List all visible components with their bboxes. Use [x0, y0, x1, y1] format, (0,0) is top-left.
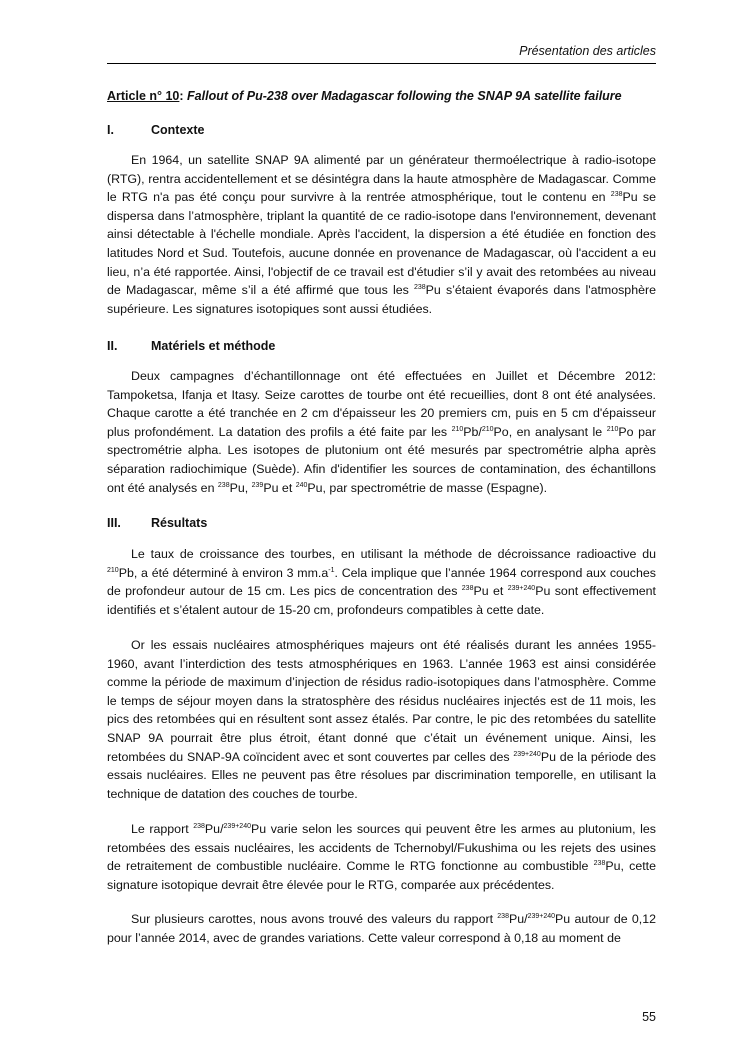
running-header: Présentation des articles [519, 44, 656, 58]
paragraph-contexte: En 1964, un satellite SNAP 9A alimenté par un générateur thermoélectrique à radio-isotope (RTG), rentra accidentellement et se désintégra dans la haute atmosphère de Madagascar. Comme le RTG n'a pas été conçu pour survivre à la rentrée atmosphérique, tout le contenu en $^{238}$Pu se dispersa dans l’atmosphère, triplant la quantité de ce radio-isotope dans l'environnement, devenant ainsi détectable à l'échelle mondiale. Après l'accident, la dispersion a été étudiée en fonction des latitudes Nord et Sud. Toutefois, aucune donnée en provenance de Madagascar, où l'accident a eu lieu, n’a été rapportée. Ainsi, l'objectif de ce travail est d'étudier s’il y avait des retombées au niveau de Madagascar, même s’il a été affirmé que tous les $^{238}$Pu s’étaient évaporés dans l'atmosphère supérieure. Les signatures isotopiques sont aussi étudiées. [107, 153, 656, 316]
paragraph-resultats-1: Le taux de croissance des tourbes, en utilisant la méthode de décroissance radioactive du $^{210}$Pb, a été déterminé à environ 3 $mm.a^{-1}$. Cela implique que l’année 1964 correspond aux couches de profondeur autour de 15 cm. Les pics de concentration des $^{238}$Pu et $^{239+240}$Pu sont effectivement identifiés et s’étalent autour de 15-20 cm, profondeurs compatibles à cette date. [107, 547, 656, 617]
section-title: Contexte [151, 123, 205, 137]
section-number: II. [107, 339, 118, 353]
paragraph-resultats-3: Le rapport $^{238}$Pu/$^{239+240}$Pu varie selon les sources qui peuvent être les armes au plutonium, les retombées des essais nucléaires, les accidents de Tchernobyl/Fukushima ou les rejets des usines de retraitement de combustible nucléaire. Comme le RTG fonctionne au combustible $^{238}$Pu, cette signature isotopique devrait être élevée pour le RTG, comparée aux précédentes. [107, 822, 656, 892]
section-heading-resultats [107, 516, 207, 530]
section-title: Résultats [151, 516, 208, 530]
section-title: Matériels et méthode [151, 339, 276, 353]
section-number: III. [107, 516, 121, 530]
article-label: Article n° 10 [107, 89, 180, 103]
header-rule [107, 63, 656, 64]
page-number: 55 [642, 1010, 656, 1024]
section-heading-materiels [107, 339, 275, 353]
article-title: Fallout of Pu-238 over Madagascar following the SNAP 9A satellite failure [187, 89, 622, 103]
section-heading-contexte [107, 123, 204, 137]
article-separator: : [179, 89, 188, 103]
article-heading [107, 89, 622, 103]
paragraph-materiels: Deux campagnes d’échantillonnage ont été effectuées en Juillet et Décembre 2012: Tampoketsa, Ifanja et Itasy. Seize carottes de tourbe ont été recueillies, dont 8 ont été analysées. Chaque carotte a été tranchée en 2 cm d'épaisseur les 20 premiers cm, puis en 5 cm d'épaisseur plus profondément. La datation des profils a été faite par les $^{210}$Pb/$^{210}$Po, en analysant le $^{210}$Po par spectrométrie alpha. Les isotopes de plutonium ont été mesurés par spectrométrie alpha après séparation radiochimique (Suède). Afin d'identifier les sources de contamination, des échantillons ont été analysés en $^{238}$Pu, $^{239}$Pu et $^{240}$Pu, par spectrométrie de masse (Espagne). [107, 369, 656, 495]
section-number: I. [107, 123, 114, 137]
paragraph-resultats-2: Or les essais nucléaires atmosphériques majeurs ont été réalisés durant les années 1955-1960, avant l’interdiction des tests atmosphériques en 1963. L’année 1963 est ainsi considérée comme la période de maximum d’injection de résidus radio-isotopiques dans l’atmosphère. Comme le temps de séjour moyen dans la stratosphère des résidus nucléaires injectés est de 11 mois, les pics des retombées qui en résultent sont assez étalés. Par contre, le pic des retombées du satellite SNAP 9A pourrait être plus étroit, étant donné que c’était un événement unique. Ainsi, les retombées du SNAP-9A coïncident avec et sont couvertes par celles des $^{239+240}$Pu de la période des essais nucléaires. Elles ne peuvent pas être résolues par discrimination temporelle, en utilisant la technique de datation des couches de tourbe. [107, 638, 656, 801]
paragraph-resultats-4: Sur plusieurs carottes, nous avons trouvé des valeurs du rapport $^{238}$Pu/$^{239+240}$Pu autour de 0,12 pour l’année 2014, avec de grandes variations. Cette valeur correspond à 0,18 au moment de [107, 912, 656, 945]
